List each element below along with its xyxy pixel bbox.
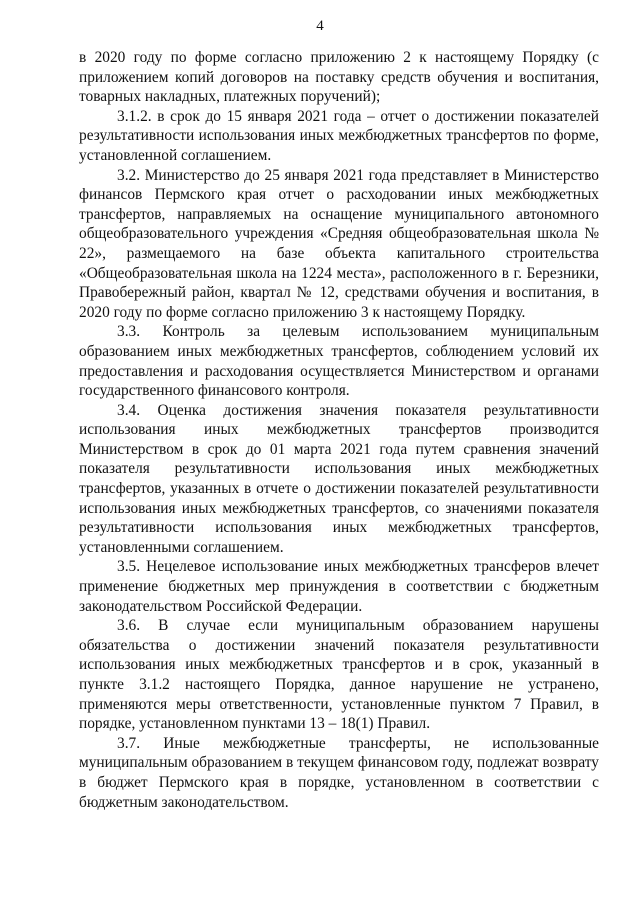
paragraph-3-4: 3.4. Оценка достижения значения показателя результативности использования иных межбюджетных трансфертов производится Министерством в срок до 01 марта 2021 года путем сравнения значений показателя результативности использования иных межбюджетных трансфертов, указанных в отчете о достижении показателей результативности использования иных межбюджетных трансфертов, со значениями показателя результативности использования иных межбюджетных трансфертов, установленными соглашением. [79,401,599,556]
document-body [79,48,599,812]
paragraph-continuation: в 2020 году по форме согласно приложению 2 к настоящему Порядку (с приложением копий договоров на поставку средств обучения и воспитания, товарных накладных, платежных поручений); [79,49,599,106]
page-number: 4 [316,18,324,34]
paragraph-3-7: 3.7. Иные межбюджетные трансферты, не использованные муниципальным образованием в текущем финансовом году, подлежат возврату в бюджет Пермского края в порядке, установленном в соответствии с бюджетным законодательством. [79,734,599,811]
paragraph-3-2: 3.2. Министерство до 25 января 2021 года представляет в Министерство финансов Пермского края отчет о расходовании иных межбюджетных трансфертов, направляемых на оснащение муниципального автономного общеобразовательного учреждения «Средняя общеобразовательная школа № 22», размещаемого на базе объекта капитального строительства «Общеобразовательная школа на 1224 места», расположенного в г. Березники, Правобережный район, квартал № 12, средствами обучения и воспитания, в 2020 году по форме согласно приложению 3 к настоящему Порядку. [79,166,599,321]
paragraph-3-5: 3.5. Нецелевое использование иных межбюджетных трансферов влечет применение бюджетных мер принуждения в соответствии с бюджетным законодательством Российской Федерации. [79,558,599,615]
paragraph-3-3: 3.3. Контроль за целевым использованием муниципальным образованием иных межбюджетных трансфертов, соблюдением условий их предоставления и расходования осуществляется Министерством и органами государственного финансового контроля. [79,323,599,400]
paragraph-3-6: 3.6. В случае если муниципальным образованием нарушены обязательства о достижении значений показателя результативности использования иных межбюджетных трансфертов и в срок, указанный в пункте 3.1.2 настоящего Порядка, данное нарушение не устранено, применяются меры ответственности, установленные пунктом 7 Правил, в порядке, установленном пунктами 13 – 18(1) Правил. [79,617,599,733]
paragraph-3-1-2: 3.1.2. в срок до 15 января 2021 года – отчет о достижении показателей результативности использования иных межбюджетных трансфертов по форме, установленной соглашением. [79,107,599,164]
